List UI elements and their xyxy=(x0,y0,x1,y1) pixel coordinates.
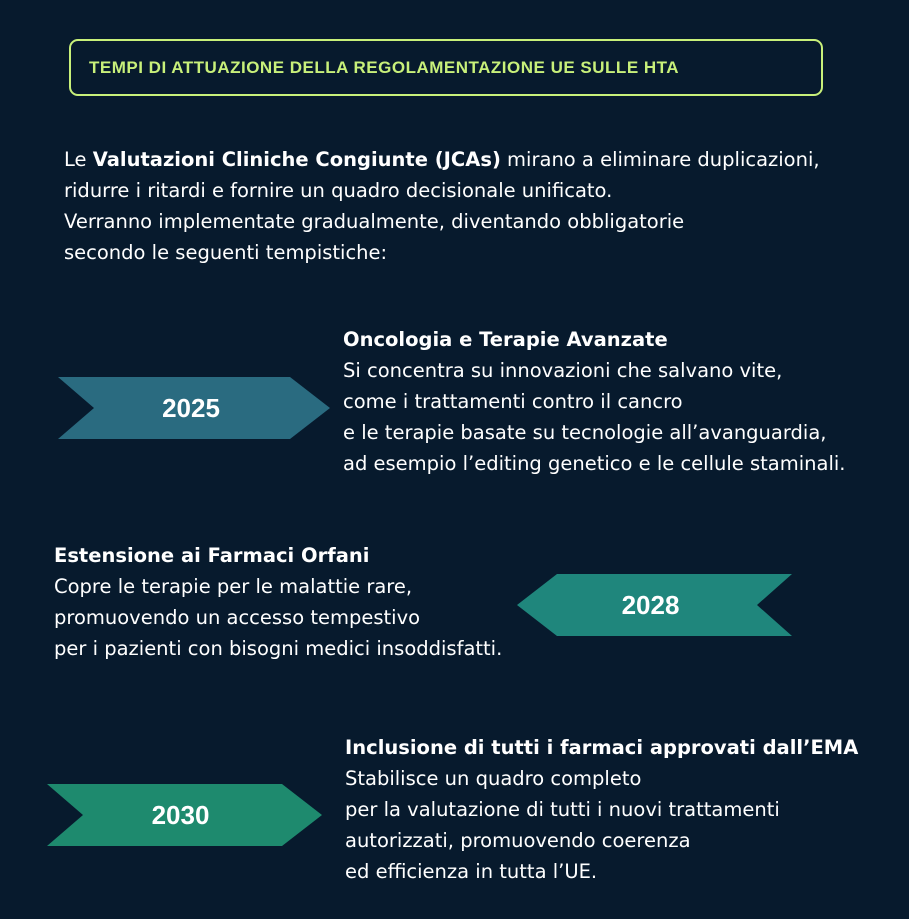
milestone-2030-text xyxy=(345,732,858,887)
intro-paragraph xyxy=(64,144,884,268)
intro-line-2: ridurre i ritardi e fornire un quadro decisionale unificato. xyxy=(64,179,613,202)
intro-prefix: Le xyxy=(64,148,93,171)
milestone-2030-line-3: autorizzati, promuovendo coerenza xyxy=(345,829,691,852)
intro-bold-term: Valutazioni Cliniche Congiunte (JCAs) xyxy=(92,148,501,171)
milestone-2028-line-2: promuovendo un accesso tempestivo xyxy=(54,606,421,629)
milestone-2030-line-1: Stabilisce un quadro completo xyxy=(345,767,642,790)
milestone-2025-line-3: e le terapie basate su tecnologie all’avanguardia, xyxy=(343,421,827,444)
year-2028: 2028 xyxy=(621,589,680,620)
milestone-2025-line-2: come i trattamenti contro il cancro xyxy=(343,390,683,413)
year-2025: 2025 xyxy=(162,392,220,423)
milestone-2028-text xyxy=(54,540,502,664)
intro-line-4: secondo le seguenti tempistiche: xyxy=(64,241,388,264)
milestone-2025-heading: Oncologia e Terapie Avanzate xyxy=(343,328,668,351)
year-2030: 2030 xyxy=(151,799,210,830)
milestone-2030-heading: Inclusione di tutti i farmaci approvati dall’EMA xyxy=(345,736,859,759)
arrow-2028 xyxy=(517,574,792,636)
intro-line-1 xyxy=(64,144,884,175)
intro-line-1-rest: mirano a eliminare duplicazioni, xyxy=(500,148,820,171)
intro-line-3: Verranno implementate gradualmente, diventando obbligatorie xyxy=(64,210,685,233)
milestone-2028-line-3: per i pazienti con bisogni medici insoddisfatti. xyxy=(54,637,503,660)
milestone-2030-line-2: per la valutazione di tutti i nuovi trattamenti xyxy=(345,798,780,821)
milestone-2025-line-1: Si concentra su innovazioni che salvano vite, xyxy=(343,359,783,382)
milestone-2030-line-4: ed efficienza in tutta l’UE. xyxy=(345,860,598,883)
page-title: TEMPI DI ATTUAZIONE DELLA REGOLAMENTAZIONE UE SULLE HTA xyxy=(89,57,680,77)
milestone-2025-line-4: ad esempio l’editing genetico e le cellule staminali. xyxy=(343,452,846,475)
title-box xyxy=(69,39,823,96)
milestone-2025-text xyxy=(343,324,846,479)
arrow-2025 xyxy=(58,377,330,439)
milestone-2028-line-1: Copre le terapie per le malattie rare, xyxy=(54,575,413,598)
arrow-2030 xyxy=(47,784,322,846)
milestone-2028-heading: Estensione ai Farmaci Orfani xyxy=(54,544,370,567)
